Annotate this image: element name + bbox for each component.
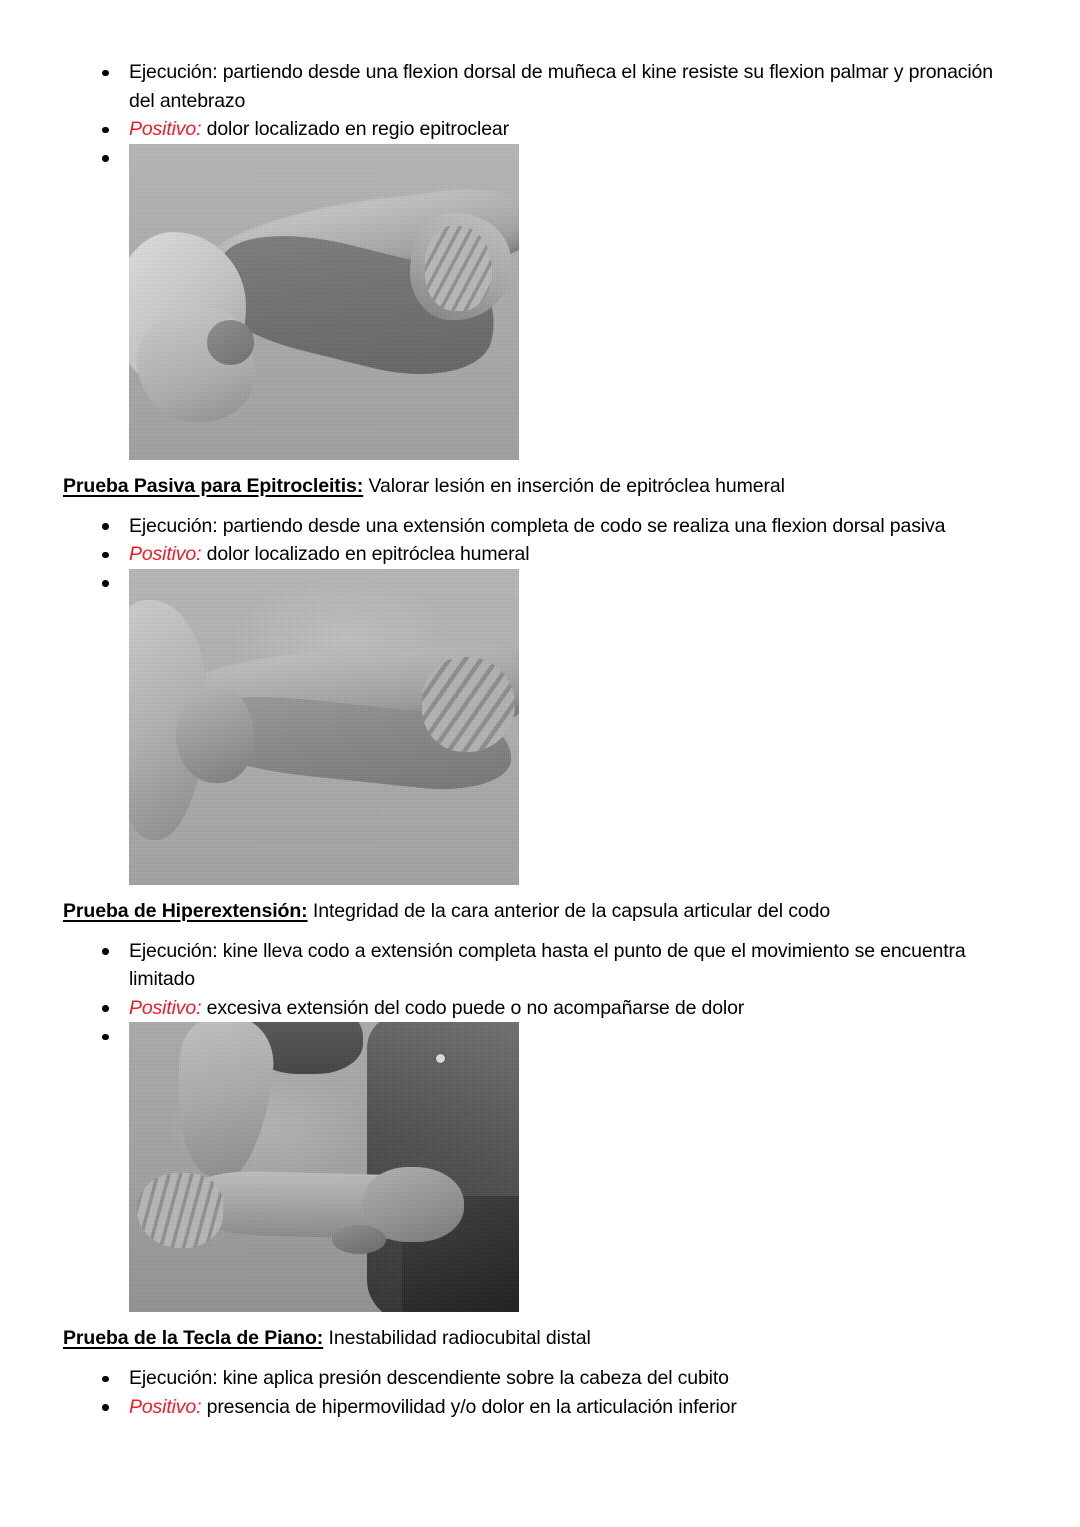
page-heading-prueba-pasiva — [63, 472, 1018, 500]
heading-description: Integridad de la cara anterior de la capsula articular del codo — [307, 899, 831, 922]
list-item — [63, 58, 1018, 115]
photo-shape-fingers — [425, 226, 491, 311]
list-item-figure — [63, 144, 1018, 460]
photo-shape-right-hand — [422, 657, 516, 752]
positivo-label: Positivo: — [129, 543, 202, 565]
document-content — [63, 58, 1018, 1421]
heading-title: Prueba de Hiperextensión: — [63, 899, 308, 922]
list-item — [63, 1393, 1018, 1422]
foto-prueba-pasiva-epitrocleitis — [129, 569, 519, 885]
bullet-list-4 — [63, 1364, 1018, 1421]
foto-prueba-hiperextension — [129, 1022, 519, 1312]
list-item — [63, 115, 1018, 144]
bullet-list-1 — [63, 58, 1018, 460]
bullet-text: dolor localizado en regio epitroclear — [201, 118, 509, 140]
heading-description: Valorar lesión en inserción de epitróclea humeral — [363, 474, 785, 497]
bullet-text: Ejecución: partiendo desde una extensión completa de codo se realiza una flexion dorsal pasiva — [129, 514, 946, 537]
bullet-text: presencia de hipermovilidad y/o dolor en la articulación inferior — [201, 1395, 737, 1418]
section-epitrocleitis-resistida — [63, 58, 1018, 460]
photo-shape-left-hand — [137, 1173, 223, 1248]
heading-description: Inestabilidad radiocubital distal — [323, 1327, 591, 1349]
section-prueba-tecla-de-piano — [63, 1324, 1018, 1421]
list-item — [63, 937, 1018, 994]
bullet-list-2 — [63, 512, 1018, 885]
list-item — [63, 1364, 1018, 1393]
bullet-list-3 — [63, 937, 1018, 1313]
bullet-text: Ejecución: kine aplica presión descendiente sobre la cabeza del cubito — [129, 1367, 729, 1389]
list-item — [63, 512, 1018, 541]
positivo-label: Positivo: — [129, 1395, 202, 1418]
section-prueba-hiperextension — [63, 897, 1018, 1313]
photo-shape-thumb — [207, 320, 254, 364]
photo-shape-grip-hand — [176, 689, 254, 784]
positivo-label: Positivo: — [129, 996, 202, 1019]
page-heading-tecla-de-piano — [63, 1324, 1018, 1352]
list-item-figure — [63, 569, 1018, 885]
bullet-text: Ejecución: partiendo desde una flexion dorsal de muñeca el kine resiste su flexion palmar y pronación del antebrazo — [129, 61, 993, 112]
photo-shape-upper-arm — [168, 1022, 278, 1183]
heading-title: Prueba Pasiva para Epitrocleitis: — [63, 474, 364, 497]
positivo-label: Positivo: — [129, 118, 202, 140]
bullet-text: dolor localizado en epitróclea humeral — [201, 543, 530, 565]
photo-shape-button — [436, 1054, 445, 1063]
heading-title: Prueba de la Tecla de Piano: — [63, 1327, 324, 1349]
list-item — [63, 994, 1018, 1023]
bullet-text: excesiva extensión del codo puede o no acompañarse de dolor — [201, 996, 745, 1019]
list-item-figure — [63, 1022, 1018, 1312]
bullet-text: Ejecución: kine lleva codo a extensión completa hasta el punto de que el movimiento se encuentra limitado — [129, 939, 966, 990]
foto-prueba-resistida-epitrocleitis — [129, 144, 519, 460]
list-item — [63, 540, 1018, 569]
section-prueba-pasiva-epitrocleitis — [63, 472, 1018, 885]
photo-shape-wrist — [332, 1225, 387, 1254]
page-heading-hiperextension — [63, 897, 1018, 925]
